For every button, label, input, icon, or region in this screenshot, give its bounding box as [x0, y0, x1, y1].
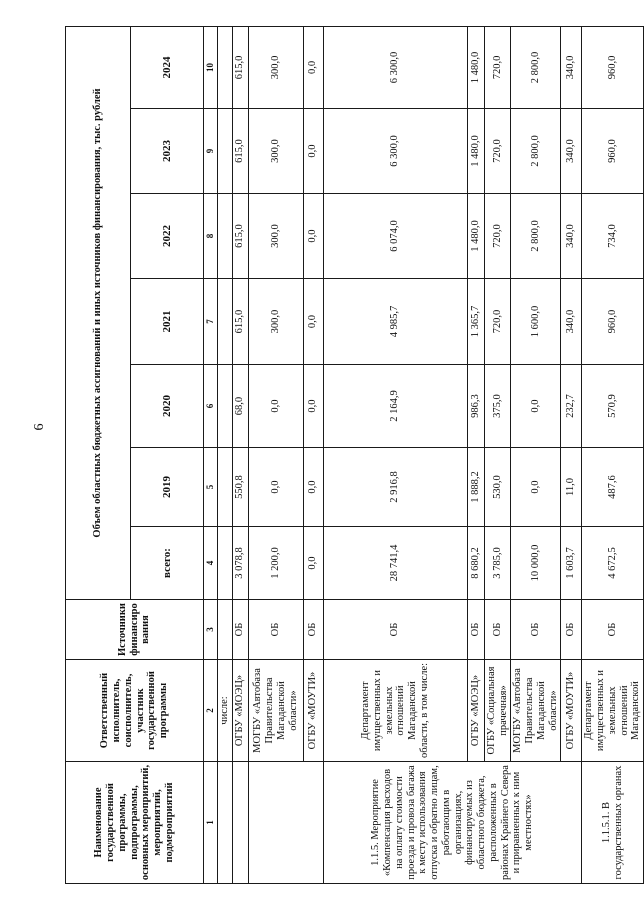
year-value-cell: 720,0 — [484, 194, 511, 279]
activity-name-cell: 1.1.5. Мероприятие «Компенсация расходов на оплату стоимости проезда и провоза багажа к месту использования отпуска и обратно лицам, работающим в организациях, финансируемых из областного бюджета, расположенных в районах Крайнего Севера и приравненных к ним местностях» — [323, 762, 582, 884]
year-value-cell: 6 074,0 — [323, 194, 467, 279]
total-value-cell: 4 672,5 — [582, 527, 644, 600]
year-value-cell — [218, 194, 233, 279]
year-value-cell: 960,0 — [582, 279, 644, 365]
executor-cell: МОГБУ «Автобаза Правительства Магаданской области» — [248, 660, 303, 762]
total-value-cell: 1 200,0 — [248, 527, 303, 600]
total-value-cell: 28 741,4 — [323, 527, 467, 600]
year-value-cell: 375,0 — [484, 365, 511, 448]
column-index: 7 — [204, 279, 218, 365]
year-value-cell: 2 800,0 — [511, 26, 561, 108]
executor-cell: Департамент имущественных и земельных отношений Магаданской — [582, 660, 644, 762]
header-year-2024: 2024 — [131, 26, 204, 108]
header-year-2022: 2022 — [131, 194, 204, 279]
year-value-cell: 300,0 — [248, 279, 303, 365]
year-value-cell: 1 480,0 — [467, 194, 484, 279]
executor-cell: числе: — [218, 660, 233, 762]
table-row — [467, 26, 484, 883]
source-cell: ОБ — [467, 600, 484, 660]
header-funding-group: Объем областных бюджетных ассигнований и иных источников финансирования, тыс. рублей — [66, 26, 131, 599]
year-value-cell: 550,8 — [232, 448, 248, 527]
year-value-cell — [218, 279, 233, 365]
year-value-cell: 340,0 — [561, 109, 582, 194]
year-value-cell: 487,6 — [582, 448, 644, 527]
year-value-cell: 2 800,0 — [511, 109, 561, 194]
table-row — [323, 26, 467, 883]
year-value-cell: 615,0 — [232, 109, 248, 194]
year-value-cell: 1 480,0 — [467, 109, 484, 194]
table-row — [303, 26, 323, 883]
year-value-cell: 720,0 — [484, 26, 511, 108]
year-value-cell: 6 300,0 — [323, 109, 467, 194]
table-row — [561, 26, 582, 883]
year-value-cell: 960,0 — [582, 109, 644, 194]
year-value-cell: 0,0 — [248, 365, 303, 448]
source-cell: ОБ — [484, 600, 511, 660]
column-index: 9 — [204, 109, 218, 194]
year-value-cell — [218, 448, 233, 527]
header-row-top — [66, 26, 131, 883]
total-value-cell: 0,0 — [303, 527, 323, 600]
executor-cell: Департамент имущественных и земельных отношений Магаданской области, в том числе: — [323, 660, 467, 762]
year-value-cell: 734,0 — [582, 194, 644, 279]
year-value-cell: 570,9 — [582, 365, 644, 448]
year-value-cell: 720,0 — [484, 109, 511, 194]
year-value-cell: 0,0 — [511, 365, 561, 448]
total-value-cell: 8 680,2 — [467, 527, 484, 600]
column-index: 4 — [204, 527, 218, 600]
year-value-cell: 340,0 — [561, 194, 582, 279]
funding-table — [65, 26, 644, 884]
header-source-cell: Источники финансиро вания — [66, 600, 204, 660]
executor-cell: ОГБУ «Социальная прачечная» — [484, 660, 511, 762]
year-value-cell: 2 800,0 — [511, 194, 561, 279]
year-value-cell: 340,0 — [561, 26, 582, 108]
source-cell: ОБ — [248, 600, 303, 660]
source-cell: ОБ — [511, 600, 561, 660]
table-row — [511, 26, 561, 883]
header-year-2020: 2020 — [131, 365, 204, 448]
year-value-cell: 300,0 — [248, 194, 303, 279]
year-value-cell — [218, 109, 233, 194]
activity-name-cell: 1.1.5.1. В государственных органах — [582, 762, 644, 884]
column-index: 8 — [204, 194, 218, 279]
header-year-2021: 2021 — [131, 279, 204, 365]
year-value-cell: 0,0 — [303, 448, 323, 527]
executor-cell: ОГБУ «МОЭЦ» — [467, 660, 484, 762]
header-executor-cell: Ответственный исполнитель, соисполнитель, участник государственной программы — [66, 660, 204, 762]
year-value-cell: 615,0 — [232, 26, 248, 108]
source-cell: ОБ — [582, 600, 644, 660]
activity-name-cell — [218, 762, 233, 884]
source-cell: ОБ — [232, 600, 248, 660]
year-value-cell: 1 480,0 — [467, 26, 484, 108]
header-year-2023: 2023 — [131, 109, 204, 194]
executor-cell: ОГБУ «МОЭЦ» — [232, 660, 248, 762]
year-value-cell: 1 365,7 — [467, 279, 484, 365]
table-row — [484, 26, 511, 883]
year-value-cell: 720,0 — [484, 279, 511, 365]
year-value-cell: 0,0 — [303, 279, 323, 365]
column-index: 2 — [204, 660, 218, 762]
year-value-cell: 986,3 — [467, 365, 484, 448]
source-cell: ОБ — [303, 600, 323, 660]
year-value-cell — [218, 365, 233, 448]
header-name-cell: Наименование государственной программы, подпрограммы, основных мероприятий, мероприятий, подмероприятий — [66, 762, 204, 884]
total-value-cell: 3 078,8 — [232, 527, 248, 600]
executor-cell: МОГБУ «Автобаза Правительства Магаданской области» — [511, 660, 561, 762]
year-value-cell: 615,0 — [232, 279, 248, 365]
year-value-cell: 960,0 — [582, 26, 644, 108]
year-value-cell: 1 600,0 — [511, 279, 561, 365]
source-cell: ОБ — [323, 600, 467, 660]
year-value-cell: 232,7 — [561, 365, 582, 448]
year-value-cell: 340,0 — [561, 279, 582, 365]
executor-cell: ОГБУ «МОУТИ» — [303, 660, 323, 762]
header-index-row — [204, 26, 218, 883]
table-row — [232, 26, 248, 883]
source-cell — [218, 600, 233, 660]
year-value-cell: 0,0 — [303, 194, 323, 279]
year-value-cell: 2 916,8 — [323, 448, 467, 527]
year-value-cell: 530,0 — [484, 448, 511, 527]
table-row — [248, 26, 303, 883]
year-value-cell: 0,0 — [303, 26, 323, 108]
rotated-table-container — [60, 0, 641, 905]
year-value-cell: 0,0 — [511, 448, 561, 527]
year-value-cell: 2 164,9 — [323, 365, 467, 448]
table-row — [218, 26, 233, 883]
total-value-cell — [218, 527, 233, 600]
column-index: 3 — [204, 600, 218, 660]
table-body — [218, 26, 644, 883]
year-value-cell: 0,0 — [303, 365, 323, 448]
table-row — [582, 26, 644, 883]
year-value-cell — [218, 26, 233, 108]
year-value-cell: 68,0 — [232, 365, 248, 448]
executor-cell: ОГБУ «МОУТИ» — [561, 660, 582, 762]
page-number: 6 — [32, 423, 47, 431]
total-value-cell: 1 603,7 — [561, 527, 582, 600]
year-value-cell: 4 985,7 — [323, 279, 467, 365]
column-index: 1 — [204, 762, 218, 884]
year-value-cell: 6 300,0 — [323, 26, 467, 108]
source-cell: ОБ — [561, 600, 582, 660]
year-value-cell: 0,0 — [248, 448, 303, 527]
total-value-cell: 3 785,0 — [484, 527, 511, 600]
year-value-cell: 300,0 — [248, 26, 303, 108]
activity-name-cell — [232, 762, 248, 884]
year-value-cell: 1 888,2 — [467, 448, 484, 527]
column-index: 5 — [204, 448, 218, 527]
year-value-cell: 300,0 — [248, 109, 303, 194]
activity-name-cell — [248, 762, 323, 884]
header-total: всего: — [131, 527, 204, 600]
year-value-cell: 11,0 — [561, 448, 582, 527]
column-index: 6 — [204, 365, 218, 448]
year-value-cell: 615,0 — [232, 194, 248, 279]
total-value-cell: 10 000,0 — [511, 527, 561, 600]
year-value-cell: 0,0 — [303, 109, 323, 194]
column-index: 10 — [204, 26, 218, 108]
header-year-2019: 2019 — [131, 448, 204, 527]
